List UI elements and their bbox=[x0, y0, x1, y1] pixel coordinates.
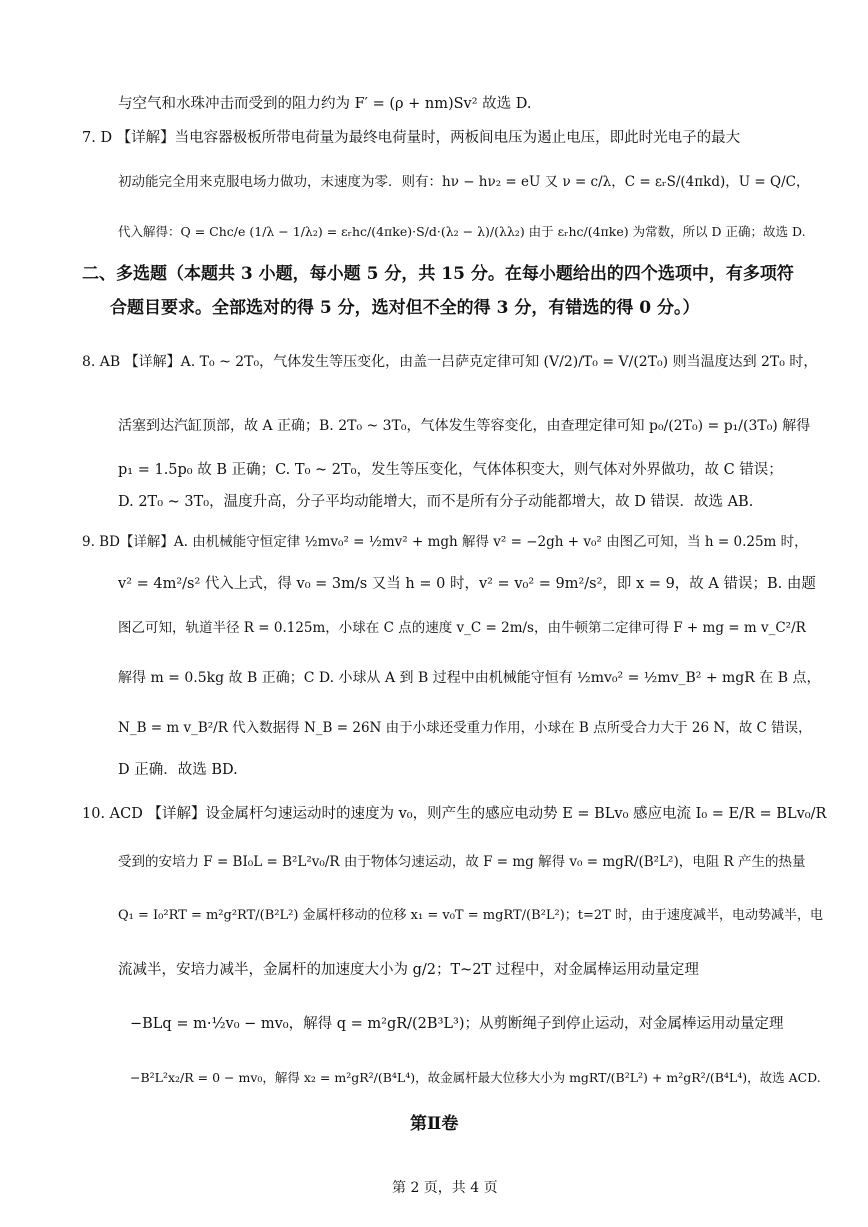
text-line: p₁ = 1.5p₀ 故 B 正确；C. T₀ ~ 2T₀，发生等压变化，气体体积变大，则气体对外界做功，故 C 错误； bbox=[118, 462, 783, 478]
text-line: 初动能完全用来克服电场力做功，末速度为零．则有：hν − hν₂ = eU 又 ν = c/λ，C = εᵣS/(4πkd)，U = Q/C， bbox=[118, 174, 810, 190]
text-line: D 正确．故选 BD. bbox=[118, 762, 238, 778]
text-line: −B²L²x₂/R = 0 − mv₀，解得 x₂ = m²gR²/(B⁴L⁴)，故金属杆最大位移大小为 mgRT/(B²L²) + m²gR²/(B⁴L⁴)，故选 ACD. bbox=[130, 1070, 821, 1085]
text-line: D. 2T₀ ~ 3T₀，温度升高，分子平均动能增大，而不是所有分子动能都增大，故 D 错误．故选 AB. bbox=[118, 494, 754, 510]
text-line: 7. D 【详解】当电容器极板所带电荷量为最终电荷量时，两板间电压为遏止电压，即此时光电子的最大 bbox=[82, 130, 741, 146]
text-line: 图乙可知，轨道半径 R = 0.125m，小球在 C 点的速度 v_C = 2m/s，由牛顿第二定律可得 F + mg = m v_C²/R bbox=[118, 620, 806, 636]
section-heading: 二、多选题（本题共 3 小题，每小题 5 分，共 15 分。在每小题给出的四个选项中，有多项符 bbox=[82, 264, 794, 284]
page-footer: 第 2 页，共 4 页 bbox=[392, 1180, 498, 1196]
text-line: 解得 m = 0.5kg 故 B 正确；C D. 小球从 A 到 B 过程中由机械能守恒有 ½mv₀² = ½mv_B² + mgR 在 B 点， bbox=[118, 670, 821, 686]
text-line: 9. BD【详解】A. 由机械能守恒定律 ½mv₀² = ½mv² + mgh 解得 v² = −2gh + v₀² 由图乙可知，当 h = 0.25m 时， bbox=[82, 534, 808, 550]
section-heading: 合题目要求。全部选对的得 5 分，选对但不全的得 3 分，有错选的得 0 分。） bbox=[110, 298, 700, 318]
text-line: 流减半，安培力减半，金属杆的加速度大小为 g/2；T~2T 过程中，对金属棒运用动量定理 bbox=[118, 962, 699, 978]
text-line: 活塞到达汽缸顶部，故 A 正确；B. 2T₀ ~ 3T₀，气体发生等容变化，由查理定律可知 p₀/(2T₀) = p₁/(3T₀) 解得 bbox=[118, 418, 811, 434]
text-line: v² = 4m²/s² 代入上式，得 v₀ = 3m/s 又当 h = 0 时，v² = v₀² = 9m²/s²，即 x = 9，故 A 错误；B. 由题 bbox=[118, 576, 816, 592]
text-line: 10. ACD 【详解】设金属杆匀速运动时的速度为 v₀，则产生的感应电动势 E = BLv₀ 感应电流 I₀ = E/R = BLv₀/R bbox=[82, 806, 827, 822]
text-line: −BLq = m·½v₀ − mv₀，解得 q = m²gR/(2B³L³)；从剪断绳子到停止运动，对金属棒运用动量定理 bbox=[130, 1016, 784, 1032]
text-line: Q₁ = I₀²RT = m²g²RT/(B²L²) 金属杆移动的位移 x₁ = v₀T = mgRT/(B²L²)；t=2T 时，由于速度减半，电动势减半，电 bbox=[118, 908, 823, 923]
text-line: 与空气和水珠冲击而受到的阻力约为 F′ = (ρ + nm)Sv² 故选 D. bbox=[118, 96, 532, 112]
text-line: 代入解得：Q = Chc/e (1/λ − 1/λ₂) = εᵣhc/(4πke)·S/d·(λ₂ − λ)/(λλ₂) 由于 εᵣhc/(4πke) 为常数，所以 D 正确；故选 D. bbox=[118, 224, 806, 239]
text-line: 受到的安培力 F = BI₀L = B²L²v₀/R 由于物体匀速运动，故 F = mg 解得 v₀ = mgR/(B²L²)，电阻 R 产生的热量 bbox=[118, 854, 806, 870]
text-line: 8. AB 【详解】A. T₀ ~ 2T₀，气体发生等压变化，由盖一吕萨克定律可知 (V/2)/T₀ = V/(2T₀) 则当温度达到 2T₀ 时， bbox=[82, 354, 818, 370]
volume-heading: 第Ⅱ卷 bbox=[410, 1114, 459, 1134]
text-line: N_B = m v_B²/R 代入数据得 N_B = 26N 由于小球还受重力作用，小球在 B 点所受合力大于 26 N，故 C 错误， bbox=[118, 720, 812, 736]
